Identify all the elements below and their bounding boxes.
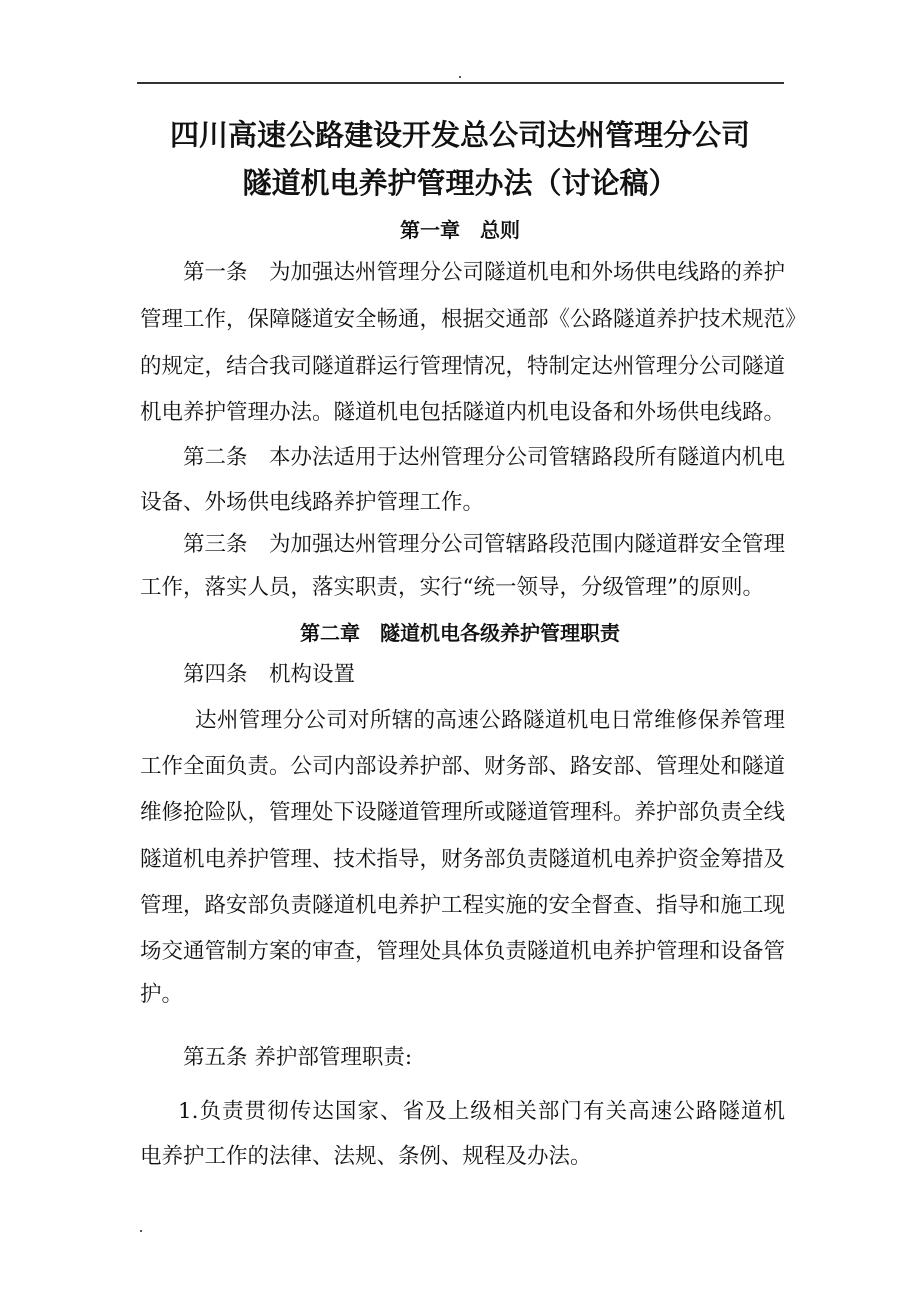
paragraph-line: 场交通管制方案的审查，管理处具体负责隧道机电养护管理和设备管 <box>140 939 786 964</box>
article-heading: 第五条 养护部管理职责: <box>183 1045 413 1070</box>
paragraph-line: 护。 <box>140 982 184 1007</box>
paragraph-line: 工作，落实人员，落实职责，实行“统一领导，分级管理”的原则。 <box>140 575 764 600</box>
paragraph-line: 达州管理分公司对所辖的高速公路隧道机电日常维修保养管理 <box>195 708 785 733</box>
paragraph-line: 隧道机电养护管理、技术指导，财务部负责隧道机电养护资金筹措及 <box>140 847 786 872</box>
article-heading: 第四条 机构设置 <box>183 662 356 687</box>
chapter-2-heading: 第二章 隧道机电各级养护管理职责 <box>300 621 620 645</box>
paragraph-line: 管理，路安部负责隧道机电养护工程实施的安全督查、指导和施工现 <box>140 893 786 918</box>
header-mark <box>459 76 461 78</box>
paragraph-line: 第一条 为加强达州管理分公司隧道机电和外场供电线路的养护 <box>183 260 786 285</box>
paragraph-line: 机电养护管理办法。隧道机电包括隧道内机电设备和外场供电线路。 <box>140 400 786 425</box>
footer-mark <box>140 1230 142 1232</box>
paragraph-line: 第二条 本办法适用于达州管理分公司管辖路段所有隧道内机电 <box>183 445 786 470</box>
paragraph-line: 工作全面负责。公司内部设养护部、财务部、路安部、管理处和隧道 <box>140 754 786 779</box>
document-title-line-1: 四川高速公路建设开发总公司达州管理分公司 <box>169 118 750 152</box>
paragraph-line: 1.负责贯彻传达国家、省及上级相关部门有关高速公路隧道机 <box>178 1099 785 1124</box>
paragraph-line: 管理工作，保障隧道安全畅通，根据交通部《公路隧道养护技术规范》 <box>140 307 807 332</box>
paragraph-line: 第三条 为加强达州管理分公司管辖路段范围内隧道群安全管理 <box>183 532 786 557</box>
chapter-1-heading: 第一章 总则 <box>400 218 520 242</box>
paragraph-line: 电养护工作的法律、法规、条例、规程及办法。 <box>140 1144 592 1169</box>
header-rule <box>137 82 784 84</box>
paragraph-line: 设备、外场供电线路养护管理工作。 <box>140 490 485 515</box>
document-title-line-2: 隧道机电养护管理办法（讨论稿） <box>242 166 678 200</box>
paragraph-line: 的规定，结合我司隧道群运行管理情况，特制定达州管理分公司隧道 <box>140 354 786 379</box>
paragraph-line: 维修抢险队，管理处下设隧道管理所或隧道管理科。养护部负责全线 <box>140 800 786 825</box>
